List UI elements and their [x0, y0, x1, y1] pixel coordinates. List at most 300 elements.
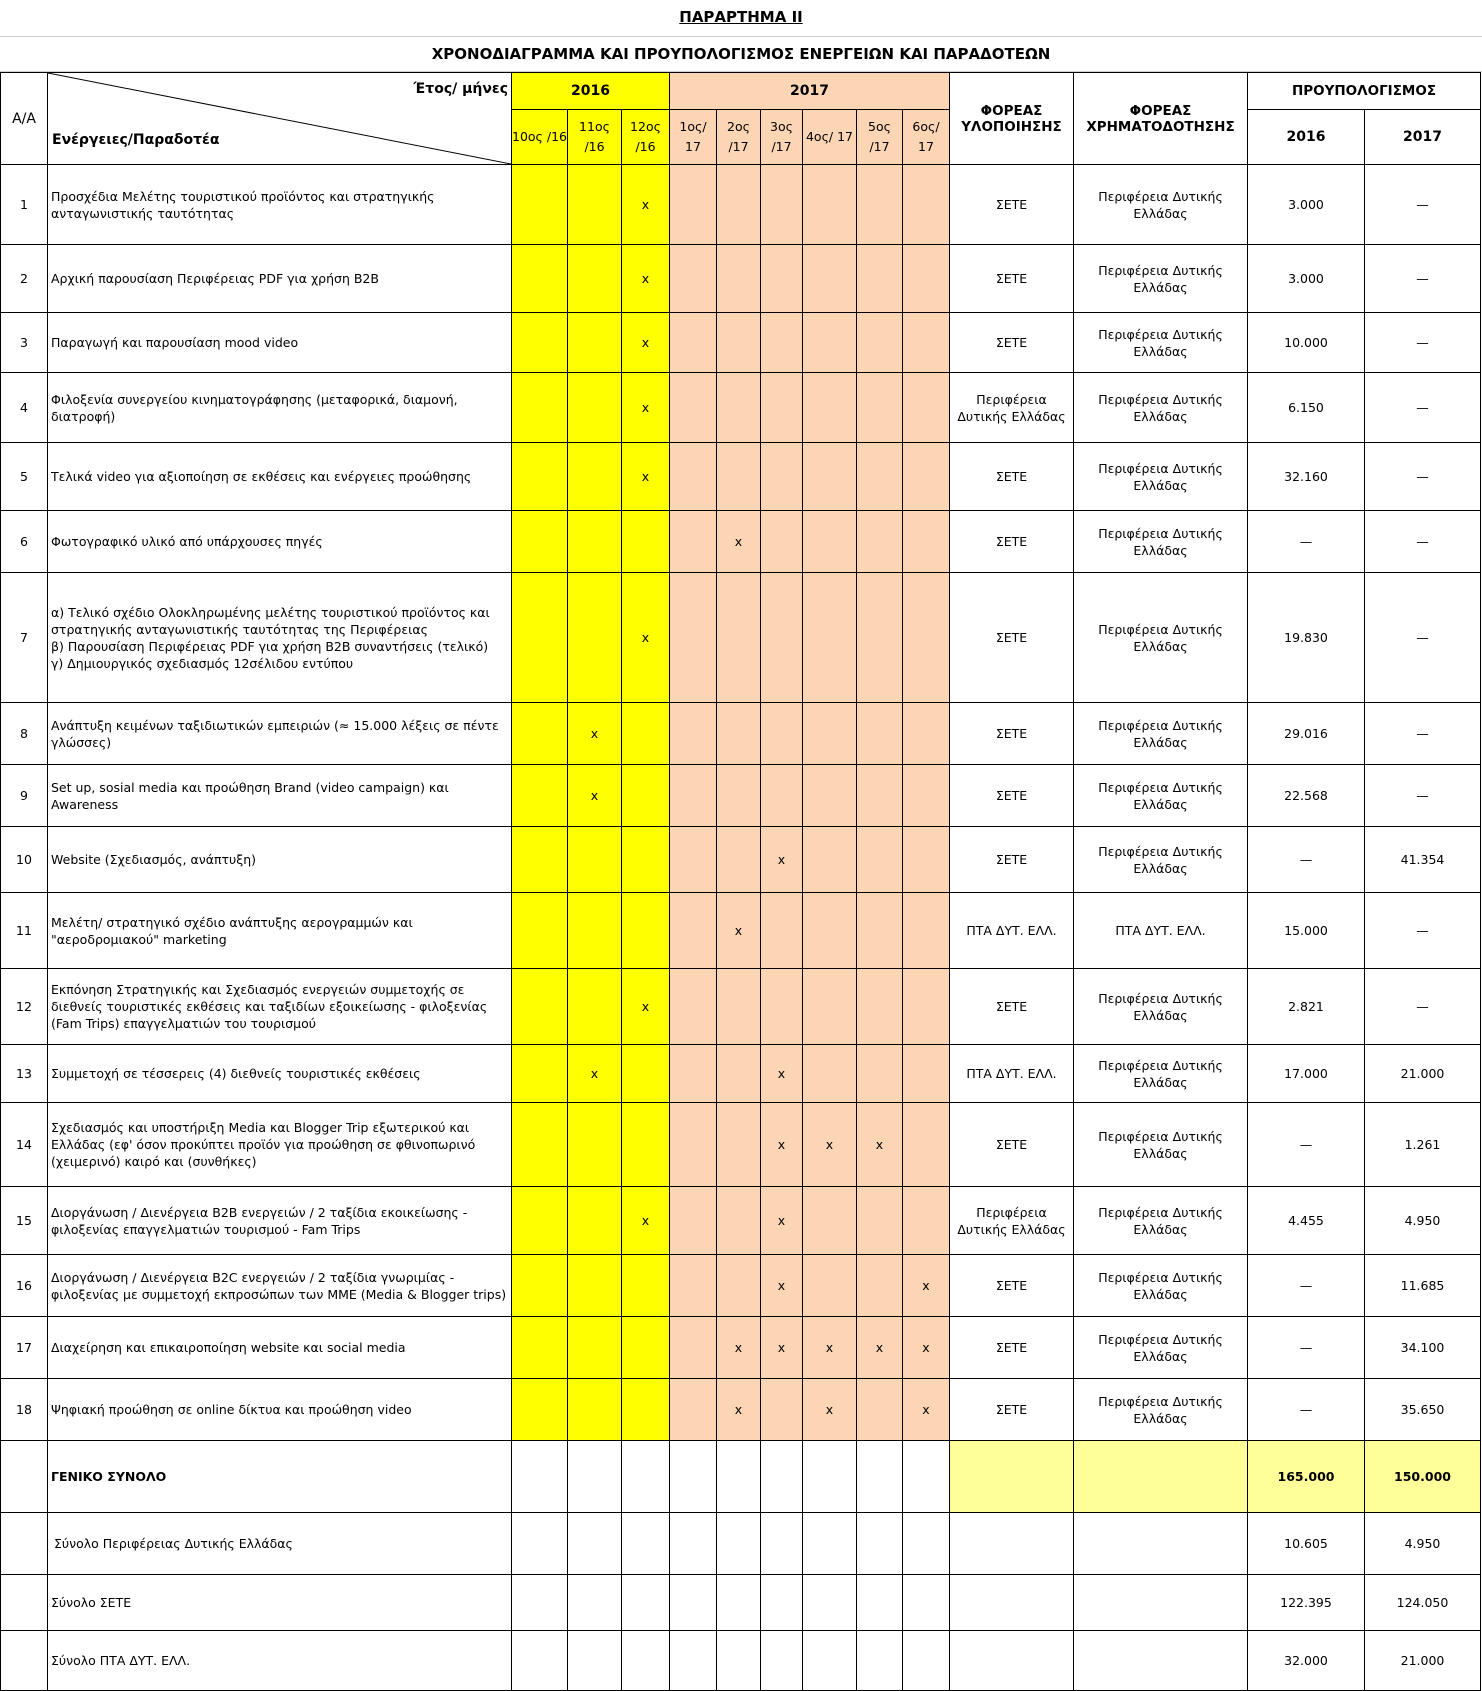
- month-cell: [857, 1187, 903, 1255]
- action-description: [48, 1187, 512, 1255]
- description-line: Website (Σχεδιασμός, ανάπτυξη): [51, 852, 256, 867]
- month-cell: [568, 703, 622, 765]
- description-line: Διοργάνωση / Διενέργεια Β2Β ενεργειών / 2 ταξίδια εκοικείωσης - φιλοξενίας επαγγελματιών τουρισμού - Fam Trips: [51, 1204, 468, 1237]
- month-cell: [717, 1103, 761, 1187]
- month-cell: [857, 1045, 903, 1103]
- empty-month-cell: [568, 1575, 622, 1631]
- month-cell: [857, 165, 903, 245]
- month-cell: [903, 765, 950, 827]
- description-line: Μελέτη/ στρατηγικό σχέδιο ανάπτυξης αερογραμμών και "αεροδρομιακού" marketing: [51, 914, 413, 947]
- month-cell: [670, 373, 717, 443]
- table-row: [1, 703, 1481, 765]
- budget-2017-cell: 35.650: [1365, 1379, 1481, 1441]
- action-description: [48, 765, 512, 827]
- funder-cell: ΠΤΑ ΔΥΤ. ΕΛΛ.: [1074, 893, 1248, 969]
- empty-month-cell: [903, 1631, 950, 1691]
- schedule-budget-table: [0, 72, 1481, 1691]
- scheduled-mark: x: [777, 1340, 786, 1355]
- month-cell: [717, 893, 761, 969]
- month-cell: [512, 1187, 568, 1255]
- scheduled-mark: x: [777, 1137, 786, 1152]
- scheduled-mark: x: [641, 271, 650, 286]
- budget-2016-cell: —: [1248, 827, 1365, 893]
- funder-cell: Περιφέρεια Δυτικής Ελλάδας: [1074, 511, 1248, 573]
- month-cell: [857, 573, 903, 703]
- month-cell: [761, 1187, 803, 1255]
- implementer-cell: Περιφέρεια Δυτικής Ελλάδας: [950, 373, 1074, 443]
- total-2016: 32.000: [1248, 1631, 1365, 1691]
- row-number: 11: [1, 893, 48, 969]
- month-cell: [622, 1103, 670, 1187]
- table-row: [1, 573, 1481, 703]
- funder-cell: Περιφέρεια Δυτικής Ελλάδας: [1074, 313, 1248, 373]
- action-description: [48, 703, 512, 765]
- budget-2016-cell: 32.160: [1248, 443, 1365, 511]
- row-number: 2: [1, 245, 48, 313]
- empty-month-cell: [622, 1631, 670, 1691]
- budget-2017-cell: —: [1365, 165, 1481, 245]
- action-description: [48, 1379, 512, 1441]
- funder-cell: Περιφέρεια Δυτικής Ελλάδας: [1074, 1187, 1248, 1255]
- implementer-cell: ΣΕΤΕ: [950, 573, 1074, 703]
- month-header: 6ος/ 17: [903, 110, 950, 165]
- funder-cell: Περιφέρεια Δυτικής Ελλάδας: [1074, 373, 1248, 443]
- month-cell: [670, 1103, 717, 1187]
- month-cell: [761, 1045, 803, 1103]
- implementer-cell: ΣΕΤΕ: [950, 1103, 1074, 1187]
- month-cell: [568, 313, 622, 373]
- subtotal-row: [1, 1513, 1481, 1575]
- month-cell: [568, 1379, 622, 1441]
- budget-2017-cell: 21.000: [1365, 1045, 1481, 1103]
- year-2017-header: 2017: [670, 73, 950, 110]
- month-cell: [717, 703, 761, 765]
- total-2016: 122.395: [1248, 1575, 1365, 1631]
- total-2016: 165.000: [1248, 1441, 1365, 1513]
- grand-total-row: [1, 1441, 1481, 1513]
- implementer-cell: ΣΕΤΕ: [950, 1255, 1074, 1317]
- budget-2017-cell: —: [1365, 765, 1481, 827]
- description-line: Τελικά video για αξιοποίηση σε εκθέσεις και ενέργειες προώθησης: [51, 469, 472, 484]
- month-cell: [761, 245, 803, 313]
- empty-month-cell: [512, 1513, 568, 1575]
- month-cell: [717, 827, 761, 893]
- empty-month-cell: [903, 1575, 950, 1631]
- month-cell: [622, 373, 670, 443]
- funder-cell: Περιφέρεια Δυτικής Ελλάδας: [1074, 1255, 1248, 1317]
- budget-2017-cell: 34.100: [1365, 1317, 1481, 1379]
- month-cell: [803, 765, 857, 827]
- description-line: α) Τελικό σχέδιο Ολοκληρωμένης μελέτης τουριστικού προϊόντος και στρατηγικής ανταγωνιστικής ταυτότητας της Περιφέρειας: [51, 604, 490, 637]
- scheduled-mark: x: [922, 1278, 930, 1293]
- total-number-cell: [1, 1575, 48, 1631]
- description-line: γ) Δημιουργικός σχεδιασμός 12σέλιδου εντύπου: [51, 655, 354, 671]
- funder-cell: Περιφέρεια Δυτικής Ελλάδας: [1074, 165, 1248, 245]
- empty-month-cell: [622, 1441, 670, 1513]
- totals-body: [1, 1441, 1481, 1691]
- table-row: [1, 765, 1481, 827]
- month-cell: [761, 765, 803, 827]
- month-cell: [903, 1045, 950, 1103]
- month-cell: [568, 893, 622, 969]
- empty-month-cell: [803, 1575, 857, 1631]
- month-cell: [512, 1379, 568, 1441]
- funder-cell: Περιφέρεια Δυτικής Ελλάδας: [1074, 1103, 1248, 1187]
- total-label: Σύνολο Περιφέρειας Δυτικής Ελλάδας: [48, 1513, 512, 1575]
- table-row: [1, 443, 1481, 511]
- month-cell: [761, 511, 803, 573]
- row-number: 4: [1, 373, 48, 443]
- budget-2016-cell: —: [1248, 1317, 1365, 1379]
- scheduled-mark: x: [777, 1213, 786, 1228]
- action-description: [48, 1103, 512, 1187]
- table-row: [1, 893, 1481, 969]
- month-cell: [857, 443, 903, 511]
- budget-2016-cell: 6.150: [1248, 373, 1365, 443]
- month-header: 4ος/ 17: [803, 110, 857, 165]
- month-cell: [670, 1045, 717, 1103]
- month-cell: [622, 165, 670, 245]
- month-cell: [857, 765, 903, 827]
- action-description: [48, 893, 512, 969]
- scheduled-mark: x: [777, 1066, 786, 1081]
- budget-header: ΠΡΟΥΠΟΛΟΓΙΣΜΟΣ: [1248, 73, 1481, 110]
- description-line: Παραγωγή και παρουσίαση mood video: [51, 335, 299, 350]
- month-cell: [512, 165, 568, 245]
- empty-month-cell: [622, 1513, 670, 1575]
- month-cell: [857, 1255, 903, 1317]
- scheduled-mark: x: [734, 1340, 743, 1355]
- description-line: Εκπόνηση Στρατηγικής και Σχεδιασμός ενεργειών συμμετοχής σε διεθνείς τουριστικές εκθέσεις και ταξιδίων εξοικείωσης - φιλοξενίας (Fam Trips) επαγγελματιών του τουρισμού: [51, 982, 488, 1031]
- month-cell: [670, 1317, 717, 1379]
- empty-month-cell: [717, 1575, 761, 1631]
- total-implementer-cell: [950, 1513, 1074, 1575]
- table-row: [1, 1317, 1481, 1379]
- scheduled-mark: x: [641, 335, 650, 350]
- budget-2016-cell: 3.000: [1248, 165, 1365, 245]
- action-description: [48, 969, 512, 1045]
- scheduled-mark: x: [825, 1340, 834, 1355]
- month-cell: [761, 1103, 803, 1187]
- month-cell: [803, 969, 857, 1045]
- month-cell: [903, 1317, 950, 1379]
- month-cell: [857, 245, 903, 313]
- month-cell: [568, 573, 622, 703]
- table-row: [1, 827, 1481, 893]
- scheduled-mark: x: [777, 1278, 786, 1293]
- funder-cell: Περιφέρεια Δυτικής Ελλάδας: [1074, 443, 1248, 511]
- month-cell: [512, 1045, 568, 1103]
- action-description: [48, 373, 512, 443]
- description-line: Σχεδιασμός και υποστήριξη Media και Blogger Trip εξωτερικού και Ελλάδας (εφ' όσον προκύπτει προϊόν για προώθηση σε φθινοπωρινό (χειμερινό) καιρό και (συνθήκες): [51, 1120, 476, 1169]
- total-funder-cell: [1074, 1631, 1248, 1691]
- empty-month-cell: [568, 1631, 622, 1691]
- budget-2016-cell: 22.568: [1248, 765, 1365, 827]
- month-cell: [512, 765, 568, 827]
- empty-month-cell: [717, 1631, 761, 1691]
- month-cell: [670, 969, 717, 1045]
- month-cell: [568, 1103, 622, 1187]
- month-cell: [717, 1045, 761, 1103]
- scheduled-mark: x: [641, 197, 650, 212]
- month-cell: [717, 443, 761, 511]
- total-label: Σύνολο ΠΤΑ ΔΥΤ. ΕΛΛ.: [48, 1631, 512, 1691]
- funder-header: ΦΟΡΕΑΣ ΧΡΗΜΑΤΟΔΟΤΗΣΗΣ: [1074, 73, 1248, 165]
- month-cell: [568, 1045, 622, 1103]
- total-2017: 124.050: [1365, 1575, 1481, 1631]
- month-header: 11ος /16: [568, 110, 622, 165]
- scheduled-mark: x: [590, 788, 599, 803]
- month-cell: [761, 893, 803, 969]
- budget-2016-cell: —: [1248, 511, 1365, 573]
- empty-month-cell: [761, 1631, 803, 1691]
- empty-month-cell: [512, 1631, 568, 1691]
- month-cell: [512, 827, 568, 893]
- empty-month-cell: [803, 1631, 857, 1691]
- month-cell: [670, 443, 717, 511]
- month-cell: [857, 373, 903, 443]
- scheduled-mark: x: [641, 999, 650, 1014]
- month-cell: [803, 827, 857, 893]
- scheduled-mark: x: [777, 852, 786, 867]
- month-cell: [568, 1187, 622, 1255]
- total-label: Σύνολο ΣΕΤΕ: [48, 1575, 512, 1631]
- month-cell: [622, 443, 670, 511]
- month-cell: [568, 165, 622, 245]
- month-cell: [622, 969, 670, 1045]
- budget-2017-cell: —: [1365, 373, 1481, 443]
- month-cell: [761, 165, 803, 245]
- month-cell: [903, 893, 950, 969]
- month-cell: [761, 969, 803, 1045]
- description-line: Αρχική παρουσίαση Περιφέρειας PDF για χρήση B2B: [51, 271, 379, 286]
- month-cell: [670, 573, 717, 703]
- implementer-cell: ΠΤΑ ΔΥΤ. ΕΛΛ.: [950, 1045, 1074, 1103]
- month-cell: [857, 511, 903, 573]
- month-cell: [903, 165, 950, 245]
- month-cell: [717, 313, 761, 373]
- budget-2017-cell: 4.950: [1365, 1187, 1481, 1255]
- month-cell: [803, 1103, 857, 1187]
- total-implementer-cell: [950, 1575, 1074, 1631]
- empty-month-cell: [857, 1631, 903, 1691]
- funder-cell: Περιφέρεια Δυτικής Ελλάδας: [1074, 827, 1248, 893]
- month-cell: [903, 1379, 950, 1441]
- budget-2017-cell: —: [1365, 703, 1481, 765]
- budget-2016-header: 2016: [1248, 110, 1365, 165]
- scheduled-mark: x: [875, 1137, 884, 1152]
- month-cell: [903, 827, 950, 893]
- implementer-cell: ΣΕΤΕ: [950, 511, 1074, 573]
- row-number: 12: [1, 969, 48, 1045]
- month-cell: [803, 245, 857, 313]
- scheduled-mark: x: [734, 923, 743, 938]
- month-cell: [568, 765, 622, 827]
- month-cell: [761, 1379, 803, 1441]
- budget-2017-cell: 41.354: [1365, 827, 1481, 893]
- month-cell: [568, 443, 622, 511]
- row-number: 5: [1, 443, 48, 511]
- implementer-cell: ΠΤΑ ΔΥΤ. ΕΛΛ.: [950, 893, 1074, 969]
- month-cell: [512, 703, 568, 765]
- table-row: [1, 313, 1481, 373]
- month-cell: [903, 1103, 950, 1187]
- scheduled-mark: x: [734, 534, 743, 549]
- month-cell: [803, 573, 857, 703]
- funder-cell: Περιφέρεια Δυτικής Ελλάδας: [1074, 1379, 1248, 1441]
- month-cell: [622, 1187, 670, 1255]
- scheduled-mark: x: [590, 1066, 599, 1081]
- description-line: Ανάπτυξη κειμένων ταξιδιωτικών εμπειριών (≈ 15.000 λέξεις σε πέντε γλώσσες): [51, 717, 499, 750]
- row-number: 3: [1, 313, 48, 373]
- budget-2016-cell: —: [1248, 1379, 1365, 1441]
- month-cell: [568, 511, 622, 573]
- month-cell: [803, 703, 857, 765]
- budget-2017-cell: 11.685: [1365, 1255, 1481, 1317]
- implementer-cell: ΣΕΤΕ: [950, 969, 1074, 1045]
- month-cell: [717, 1187, 761, 1255]
- budget-2017-cell: —: [1365, 893, 1481, 969]
- table-row: [1, 245, 1481, 313]
- month-cell: [670, 165, 717, 245]
- budget-2016-cell: 15.000: [1248, 893, 1365, 969]
- month-cell: [761, 1255, 803, 1317]
- description-line: Διαχείρηση και επικαιροποίηση website και social media: [51, 1340, 406, 1355]
- action-description: [48, 313, 512, 373]
- empty-month-cell: [670, 1575, 717, 1631]
- empty-month-cell: [670, 1631, 717, 1691]
- total-implementer-cell: [950, 1441, 1074, 1513]
- description-line: Φωτογραφικό υλικό από υπάρχουσες πηγές: [51, 534, 323, 549]
- action-description: [48, 1255, 512, 1317]
- month-cell: [903, 703, 950, 765]
- implementer-cell: Περιφέρεια Δυτικής Ελλάδας: [950, 1187, 1074, 1255]
- implementer-cell: ΣΕΤΕ: [950, 1317, 1074, 1379]
- table-row: [1, 373, 1481, 443]
- empty-month-cell: [857, 1441, 903, 1513]
- month-cell: [761, 443, 803, 511]
- scheduled-mark: x: [641, 1213, 650, 1228]
- month-cell: [803, 1187, 857, 1255]
- month-cell: [622, 245, 670, 313]
- month-cell: [903, 1255, 950, 1317]
- empty-month-cell: [670, 1513, 717, 1575]
- funder-cell: Περιφέρεια Δυτικής Ελλάδας: [1074, 245, 1248, 313]
- month-cell: [670, 511, 717, 573]
- implementer-cell: ΣΕΤΕ: [950, 443, 1074, 511]
- empty-month-cell: [670, 1441, 717, 1513]
- implementer-header: ΦΟΡΕΑΣ ΥΛΟΠΟΙΗΣΗΣ: [950, 73, 1074, 165]
- action-description: [48, 245, 512, 313]
- month-cell: [622, 511, 670, 573]
- month-cell: [803, 1045, 857, 1103]
- total-number-cell: [1, 1441, 48, 1513]
- month-header: 12ος /16: [622, 110, 670, 165]
- month-cell: [903, 969, 950, 1045]
- row-number: 1: [1, 165, 48, 245]
- empty-month-cell: [903, 1441, 950, 1513]
- action-description: [48, 165, 512, 245]
- empty-month-cell: [857, 1575, 903, 1631]
- total-2016: 10.605: [1248, 1513, 1365, 1575]
- month-cell: [803, 313, 857, 373]
- month-cell: [717, 373, 761, 443]
- funder-cell: Περιφέρεια Δυτικής Ελλάδας: [1074, 969, 1248, 1045]
- month-cell: [717, 1317, 761, 1379]
- empty-month-cell: [857, 1513, 903, 1575]
- month-cell: [803, 511, 857, 573]
- table-row: [1, 1255, 1481, 1317]
- month-cell: [670, 313, 717, 373]
- month-cell: [803, 893, 857, 969]
- table-row: [1, 1187, 1481, 1255]
- month-cell: [622, 765, 670, 827]
- empty-month-cell: [761, 1575, 803, 1631]
- row-number: 15: [1, 1187, 48, 1255]
- month-cell: [857, 827, 903, 893]
- month-cell: [717, 573, 761, 703]
- implementer-cell: ΣΕΤΕ: [950, 165, 1074, 245]
- month-cell: [622, 313, 670, 373]
- month-cell: [803, 1379, 857, 1441]
- scheduled-mark: x: [922, 1340, 930, 1355]
- scheduled-mark: x: [641, 630, 650, 645]
- month-cell: [761, 827, 803, 893]
- month-cell: [903, 245, 950, 313]
- scheduled-mark: x: [641, 469, 650, 484]
- table-row: [1, 1103, 1481, 1187]
- budget-2016-cell: 4.455: [1248, 1187, 1365, 1255]
- subtitle-row: [0, 37, 1482, 72]
- budget-2016-cell: 17.000: [1248, 1045, 1365, 1103]
- month-cell: [670, 1379, 717, 1441]
- funder-cell: Περιφέρεια Δυτικής Ελλάδας: [1074, 1045, 1248, 1103]
- month-cell: [622, 1255, 670, 1317]
- month-cell: [717, 165, 761, 245]
- table-row: [1, 1045, 1481, 1103]
- month-cell: [903, 443, 950, 511]
- total-number-cell: [1, 1513, 48, 1575]
- month-cell: [568, 1255, 622, 1317]
- month-cell: [568, 969, 622, 1045]
- empty-month-cell: [512, 1575, 568, 1631]
- month-cell: [803, 165, 857, 245]
- empty-month-cell: [512, 1441, 568, 1513]
- budget-2017-cell: —: [1365, 573, 1481, 703]
- total-2017: 4.950: [1365, 1513, 1481, 1575]
- month-cell: [512, 313, 568, 373]
- description-line: β) Παρουσίαση Περιφέρειας PDF για χρήση B2B συναντήσεις (τελικό): [51, 638, 489, 654]
- table-row: [1, 1379, 1481, 1441]
- row-number: 17: [1, 1317, 48, 1379]
- month-cell: [670, 245, 717, 313]
- total-implementer-cell: [950, 1631, 1074, 1691]
- action-description: [48, 511, 512, 573]
- total-2017: 150.000: [1365, 1441, 1481, 1513]
- scheduled-mark: x: [922, 1402, 930, 1417]
- description-line: Ψηφιακή προώθηση σε online δίκτυα και προώθηση video: [51, 1402, 412, 1417]
- month-cell: [903, 511, 950, 573]
- rows-body: [1, 165, 1481, 1441]
- row-number: 10: [1, 827, 48, 893]
- description-line: Φιλοξενία συνεργείου κινηματογράφησης (μεταφορικά, διαμονή, διατροφή): [51, 391, 458, 424]
- month-cell: [670, 703, 717, 765]
- description-line: Προσχέδια Μελέτης τουριστικού προϊόντος και στρατηγικής ανταγωνιστικής ταυτότητας: [51, 188, 435, 221]
- implementer-cell: ΣΕΤΕ: [950, 765, 1074, 827]
- implementer-cell: ΣΕΤΕ: [950, 1379, 1074, 1441]
- budget-2017-cell: —: [1365, 511, 1481, 573]
- implementer-cell: ΣΕΤΕ: [950, 827, 1074, 893]
